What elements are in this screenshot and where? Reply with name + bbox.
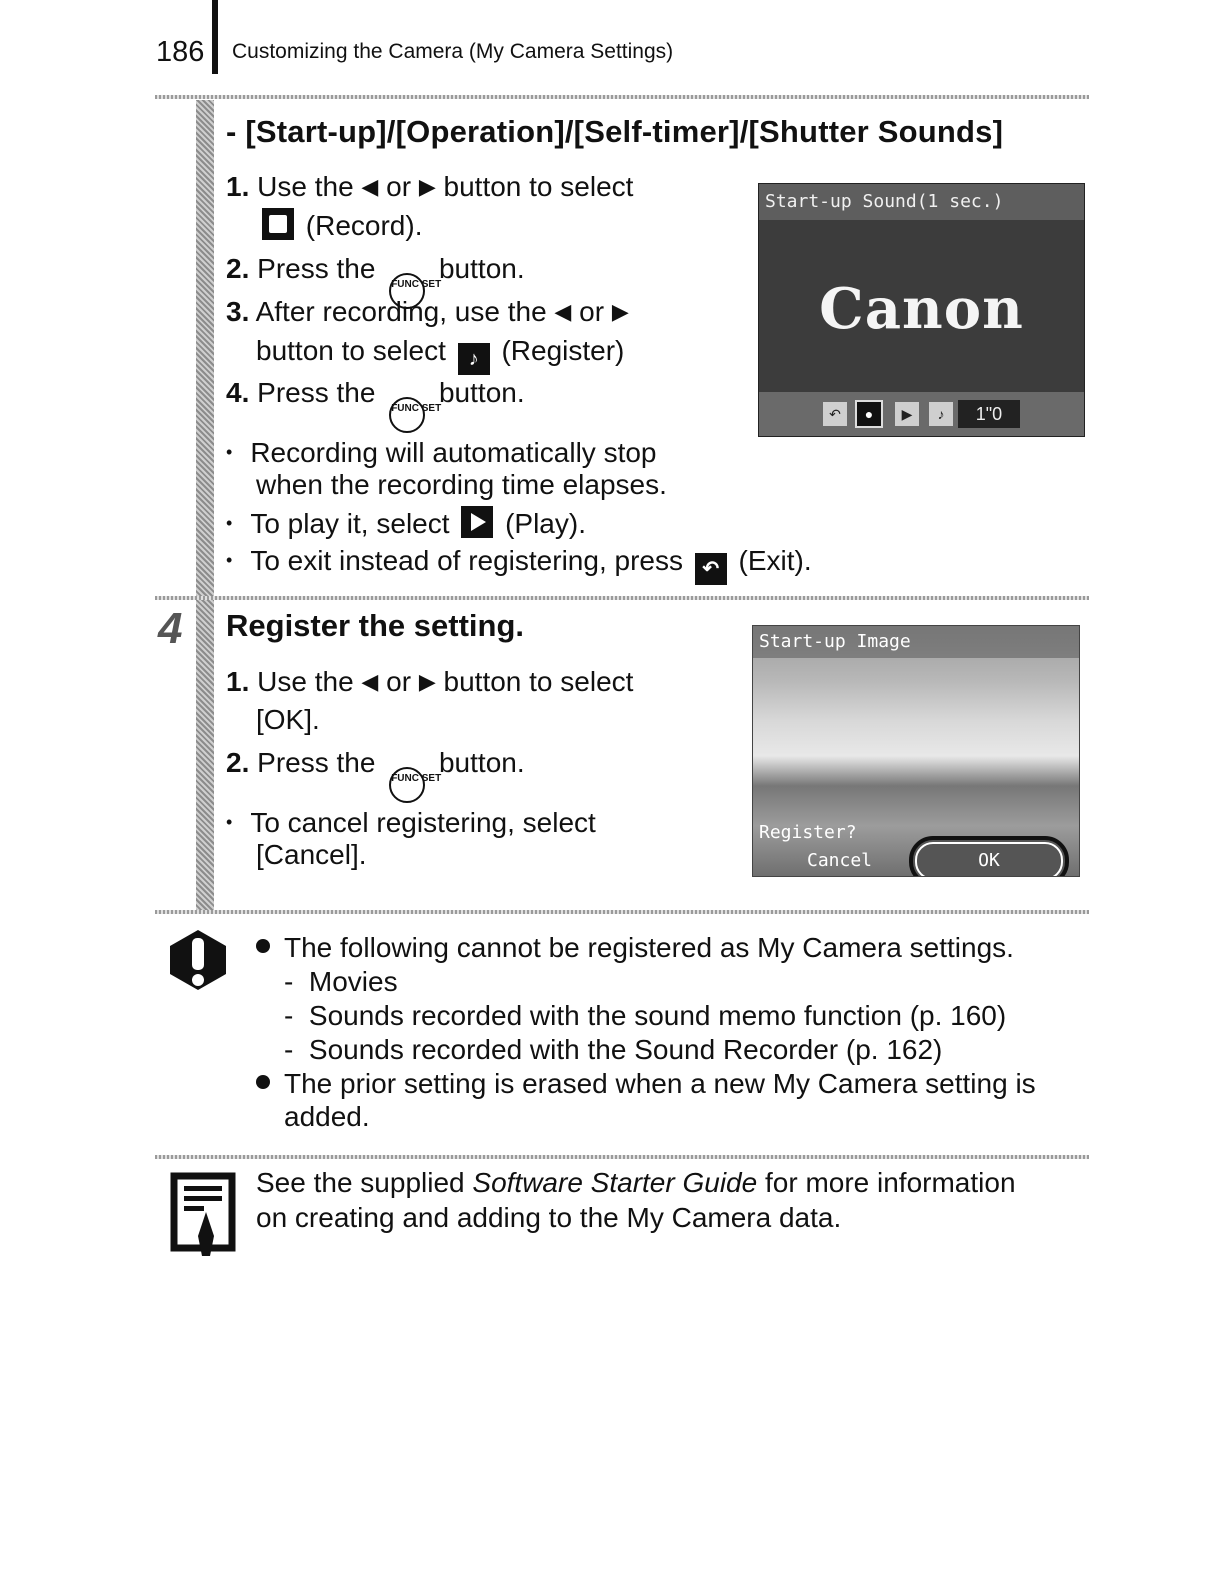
func-set-button-icon: FUNC SET <box>389 397 425 433</box>
step-3: 3. After recording, use the ◀ or ▶ <box>226 296 629 327</box>
play-icon: ▶ <box>895 402 919 426</box>
bullet-exit: • To exit instead of registering, press ↶ (Exit). <box>226 543 812 585</box>
bullet-recording: • Recording will automatically stop <box>226 437 657 468</box>
caution-icon <box>166 928 230 992</box>
screen-header: Start-up Sound(1 sec.) <box>759 184 1084 220</box>
screen-footer <box>759 392 1084 436</box>
bullet-cancel-cont: [Cancel]. <box>256 839 367 870</box>
step-number: 1. <box>226 171 250 202</box>
caution-sub-1: - Movies <box>284 966 398 997</box>
step-1-cont: [OK]. <box>256 704 320 735</box>
caution-sub-2: - Sounds recorded with the sound memo function (p. 160) <box>284 1000 1007 1031</box>
header-divider <box>212 0 218 74</box>
step-3-cont: button to select ♪ (Register) <box>256 334 624 375</box>
bullet-recording-cont: when the recording time elapses. <box>256 469 667 500</box>
memo-icon <box>170 1172 236 1256</box>
step-4: 4. Press the FUNC SET button. <box>226 376 525 433</box>
step-2: 2. Press the FUNC SET button. <box>226 746 525 803</box>
section-title: - [Start-up]/[Operation]/[Self-timer]/[Shutter Sounds] <box>226 114 1004 149</box>
left-arrow-icon: ◀ <box>361 174 379 199</box>
section-side-bar <box>196 600 214 912</box>
record-icon <box>262 208 294 240</box>
right-arrow-icon: ▶ <box>611 299 629 324</box>
bullet-play: • To play it, select (Play). <box>226 508 586 539</box>
section-side-bar <box>196 100 214 598</box>
page-number: 186 <box>156 36 205 68</box>
register-icon: ♪ <box>458 343 490 375</box>
camera-screen-startup-sound <box>758 183 1085 437</box>
func-set-button-icon: FUNC SET <box>389 273 425 309</box>
caution-bullet-1: The following cannot be registered as My Camera settings. <box>256 931 1014 965</box>
page-header-title: Customizing the Camera (My Camera Settings) <box>232 40 674 63</box>
memo-line-2: on creating and adding to the My Camera data. <box>256 1202 842 1233</box>
caution-bullet-2: The prior setting is erased when a new My Camera setting is <box>256 1067 1036 1101</box>
canon-logo: Canon <box>819 276 1024 342</box>
section-rule <box>155 910 1089 914</box>
record-icon: ● <box>857 402 881 426</box>
exit-icon: ↶ <box>695 553 727 585</box>
func-set-button-icon: FUNC SET <box>389 767 425 803</box>
camera-screen-startup-image <box>752 625 1080 877</box>
section-rule <box>155 1155 1089 1159</box>
section-rule <box>155 596 1089 600</box>
step-1: 1. Use the ◀ or ▶ button to select <box>226 171 634 202</box>
section-title: Register the setting. <box>226 608 524 643</box>
cancel-option: Cancel <box>807 850 873 871</box>
exit-icon: ↶ <box>823 402 847 426</box>
register-question: Register? <box>759 822 857 843</box>
register-icon: ♪ <box>929 402 953 426</box>
memo-line-1: See the supplied Software Starter Guide for more information <box>256 1167 1016 1198</box>
timer-readout: 1"0 <box>958 400 1020 428</box>
ok-option: OK <box>909 836 1069 877</box>
left-arrow-icon: ◀ <box>361 669 379 694</box>
bullet-cancel: • To cancel registering, select <box>226 807 596 838</box>
caution-bullet-2-cont: added. <box>284 1101 370 1132</box>
caution-sub-3: - Sounds recorded with the Sound Recorder (p. 162) <box>284 1034 943 1065</box>
step-number: 4 <box>158 604 183 653</box>
step-2: 2. Press the FUNC SET button. <box>226 252 525 309</box>
section-rule <box>155 95 1089 99</box>
screen-header: Start-up Image <box>753 626 1079 658</box>
step-1-cont: (Record). <box>258 208 422 243</box>
right-arrow-icon: ▶ <box>418 174 436 199</box>
play-icon <box>461 506 493 538</box>
left-arrow-icon: ◀ <box>554 299 572 324</box>
step-1: 1. Use the ◀ or ▶ button to select <box>226 666 634 697</box>
right-arrow-icon: ▶ <box>418 669 436 694</box>
